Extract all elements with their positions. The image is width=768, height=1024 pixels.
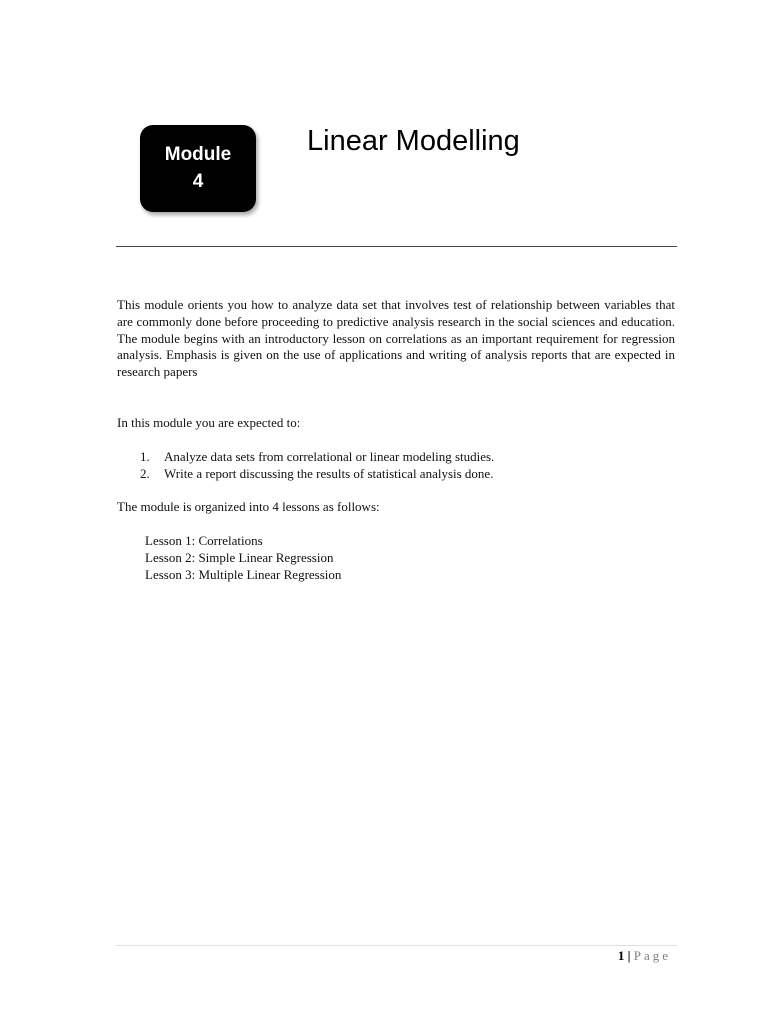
page-number: 1 xyxy=(617,948,625,963)
objectives-lead: In this module you are expected to: xyxy=(117,415,301,430)
list-item xyxy=(140,465,494,482)
lesson-item: Lesson 3: Multiple Linear Regression xyxy=(145,567,342,582)
footer-divider xyxy=(116,945,677,946)
lessons-list xyxy=(145,532,341,583)
module-badge xyxy=(140,125,256,212)
page-title: Linear Modelling xyxy=(307,125,520,157)
list-item-text: Write a report discussing the results of statistical analysis done. xyxy=(164,466,494,481)
footer-separator: | xyxy=(627,948,631,963)
list-item-text: Analyze data sets from correlational or linear modeling studies. xyxy=(164,449,495,464)
list-item xyxy=(140,448,494,465)
intro-paragraph: This module orients you how to analyze data set that involves test of relationship between variables that are commonly done before proceeding to predictive analysis research in the social sciences and education. The module begins with an introductory lesson on correlations as an important requirement for regression analysis. Emphasis is given on the use of applications and writing of analysis reports that are expected in research papers xyxy=(117,297,675,380)
page-footer xyxy=(618,947,671,964)
header-divider xyxy=(116,246,677,247)
lesson-item: Lesson 2: Simple Linear Regression xyxy=(145,550,334,565)
lessons-lead: The module is organized into 4 lessons as follows: xyxy=(117,499,380,514)
objectives-list xyxy=(140,448,494,482)
module-badge-label: Module xyxy=(164,144,232,165)
page-label: Page xyxy=(633,948,671,963)
lesson-item: Lesson 1: Correlations xyxy=(145,533,263,548)
module-badge-number: 4 xyxy=(192,171,204,192)
list-item-number: 1. xyxy=(140,449,150,464)
list-item-number: 2. xyxy=(140,466,150,481)
